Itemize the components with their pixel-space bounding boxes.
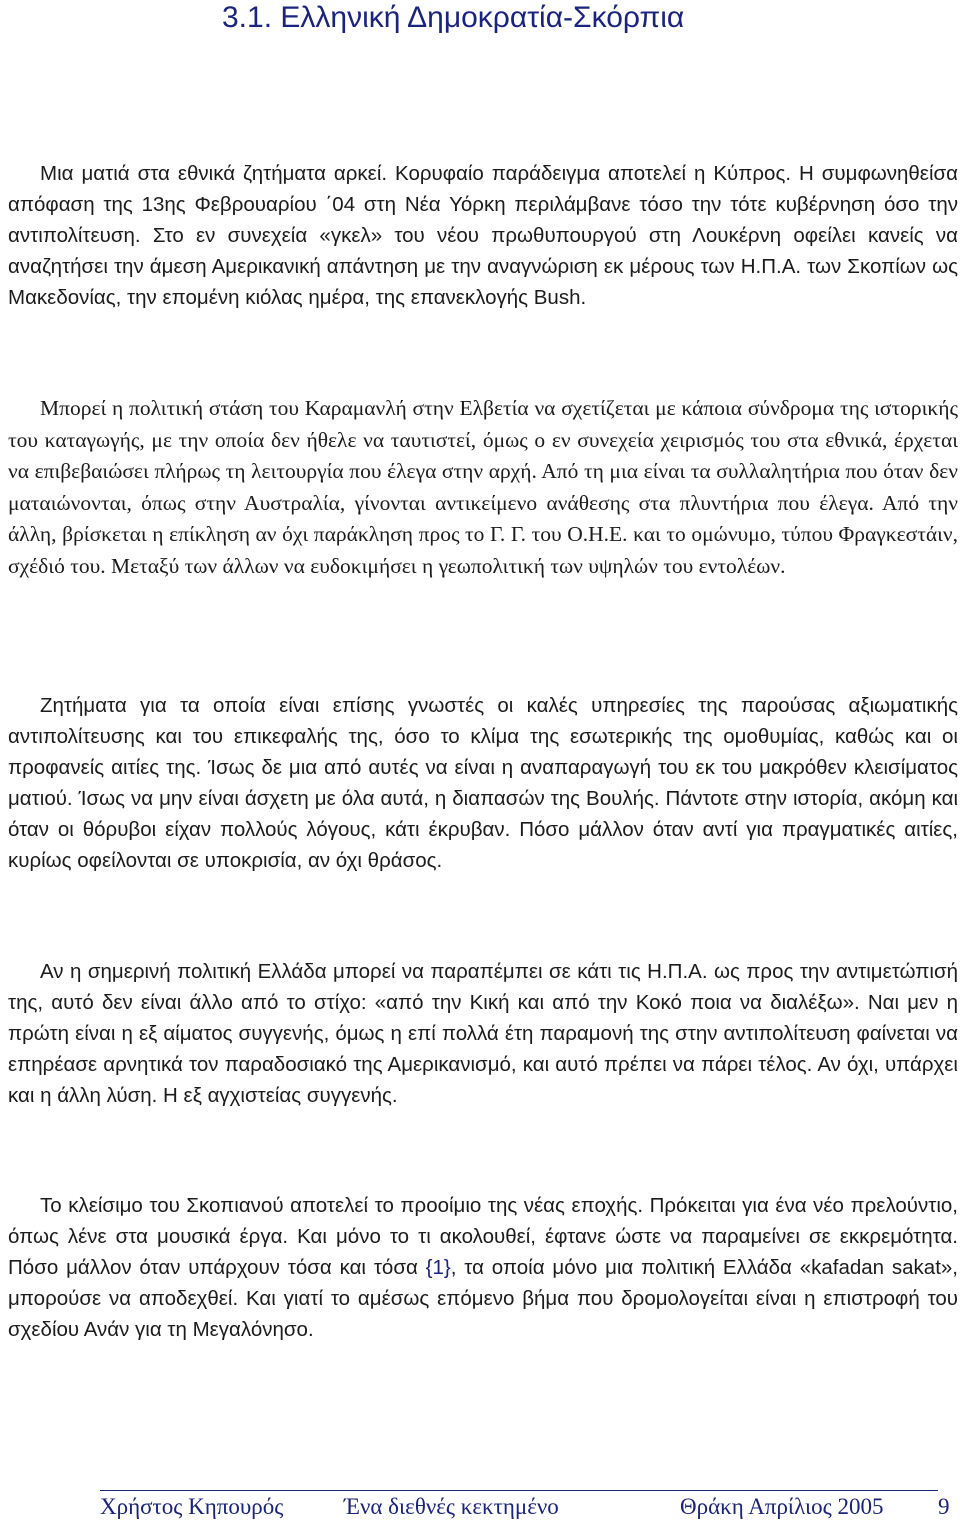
paragraph-3: Ζητήματα για τα οποία είναι επίσης γνωστές οι καλές υπηρεσίες της παρούσας αξιωματικής αντιπολίτευσης και του επικεφαλής της, όσο το κλίμα της εσωτερικής της ομοθυμίας, καθώς και οι προφανείς αιτίες της. Ίσως δε μια από αυτές να είναι η αναπαραγωγή του εκ του μακρόθεν κλεισίματος ματιού. Ίσως να μην είναι άσχετη με όλα αυτά, η διαπασών της Βουλής. Πάντοτε στην ιστορία, ακόμη και όταν οι θόρυβοι είχαν πολλούς λόγους, κάτι έκρυβαν. Πόσο μάλλον όταν αντί για πραγματικές αιτίες, κυρίως οφείλονται σε υποκρισία, αν όχι θράσος. — [8, 694, 958, 872]
footer-place-date: Θράκη Απρίλιος 2005 — [680, 1494, 884, 1519]
paragraph-5-text-end: , τα οποία μόνο μια πολιτική Ελλάδα «kafadan sakat», μπορούσε να αποδεχθεί. Και γιατί το αμέσως επόμενο βήμα που δρομολογείται είναι η επιστροφή του σχεδίου Ανάν για τη Μεγαλόνησο. — [8, 1256, 959, 1341]
paragraph-1: Μια ματιά στα εθνικά ζητήματα αρκεί. Κορυφαίο παράδειγμα αποτελεί η Κύπρος. Η συμφωνηθείσα απόφαση της 13ης Φεβρουαρίου ΄04 στη Νέα Υόρκη περιλάμβανε τόσο την τότε κυβέρνηση όσο την αντιπολίτευση. Στο εν συνεχεία «γκελ» του νέου πρωθυπουργού στη Λουκέρνη οφείλει κανείς να αναζητήσει την άμεση Αμερικανική απάντηση με την αναγνώριση εκ μέρους των Η.Π.Α. των Σκοπίων ως Μακεδονίας, την επομένη κιόλας ημέρα, της επανεκλογής Bush. — [8, 162, 958, 309]
footnote-reference[interactable]: {1} — [425, 1256, 451, 1279]
section-heading: 3.1. Ελληνική Δημοκρατία-Σκόρπια — [222, 1, 685, 34]
paragraph-4: Αν η σημερινή πολιτική Ελλάδα μπορεί να παραπέμπει σε κάτι τις Η.Π.Α. ως προς την αντιμετώπισή της, αυτό δεν είναι άλλο από το στίχο: «από την Κική και από την Κοκό ποια να διαλέξω». Ναι μεν η πρώτη είναι η εξ αίματος συγγενής, όμως η επί πολλά έτη παραμονή της στην αντιπολίτευση φαίνεται να επηρέασε αρνητικά τον παραδοσιακό της Αμερικανισμό, και αυτό πρέπει να πάρει τέλος. Αν όχι, υπάρχει και η άλλη λύση. Η εξ αγχιστείας συγγενής. — [8, 960, 958, 1107]
paragraph-5-text-start: Το κλείσιμο του Σκοπιανού αποτελεί το προοίμιο της νέας εποχής. Πρόκειται για ένα νέο πρελούντιο, όπως λένε στα μουσικά έργα. Και μόνο το τι ακολουθεί, έφτανε ώστε να παραμείνει σε εκκρεμότητα. Πόσο μάλλον όταν υπάρχουν τόσα και τόσα — [8, 1194, 958, 1279]
paragraph-5 — [8, 1190, 958, 1345]
footer-page-number: 9 — [938, 1494, 950, 1519]
page-footer — [100, 1490, 950, 1521]
paragraph-2: Μπορεί η πολιτική στάση του Καραμανλή στην Ελβετία να σχετίζεται με κάποια σύνδρομα της ιστορικής του καταγωγής, με την οποία δεν ήθελε να ταυτιστεί, όμως ο εν συνεχεία χειρισμός του στα εθνικά, έρχεται να επιβεβαιώσει πλήρως τη λειτουργία που έλεγα στην αρχή. Από τη μια είναι τα συλλαλητήρια που όταν δεν ματαιώνονται, όπως στην Αυστραλία, γίνονται αντικείμενο ανάθεσης στα πλυντήρια που έλεγα. Από την άλλη, βρίσκεται η επίκληση αν όχι παράκληση προς το Γ. Γ. του Ο.Η.Ε. και το ομώνυμο, τύπου Φραγκεστάιν, σχέδιό του. Μεταξύ των άλλων να ευδοκιμήσει η γεωπολιτική των υψηλών του εντολέων. — [8, 396, 958, 578]
footer-title: Ένα διεθνές κεκτημένο — [344, 1494, 559, 1519]
footer-author: Χρήστος Κηπουρός — [100, 1494, 284, 1519]
